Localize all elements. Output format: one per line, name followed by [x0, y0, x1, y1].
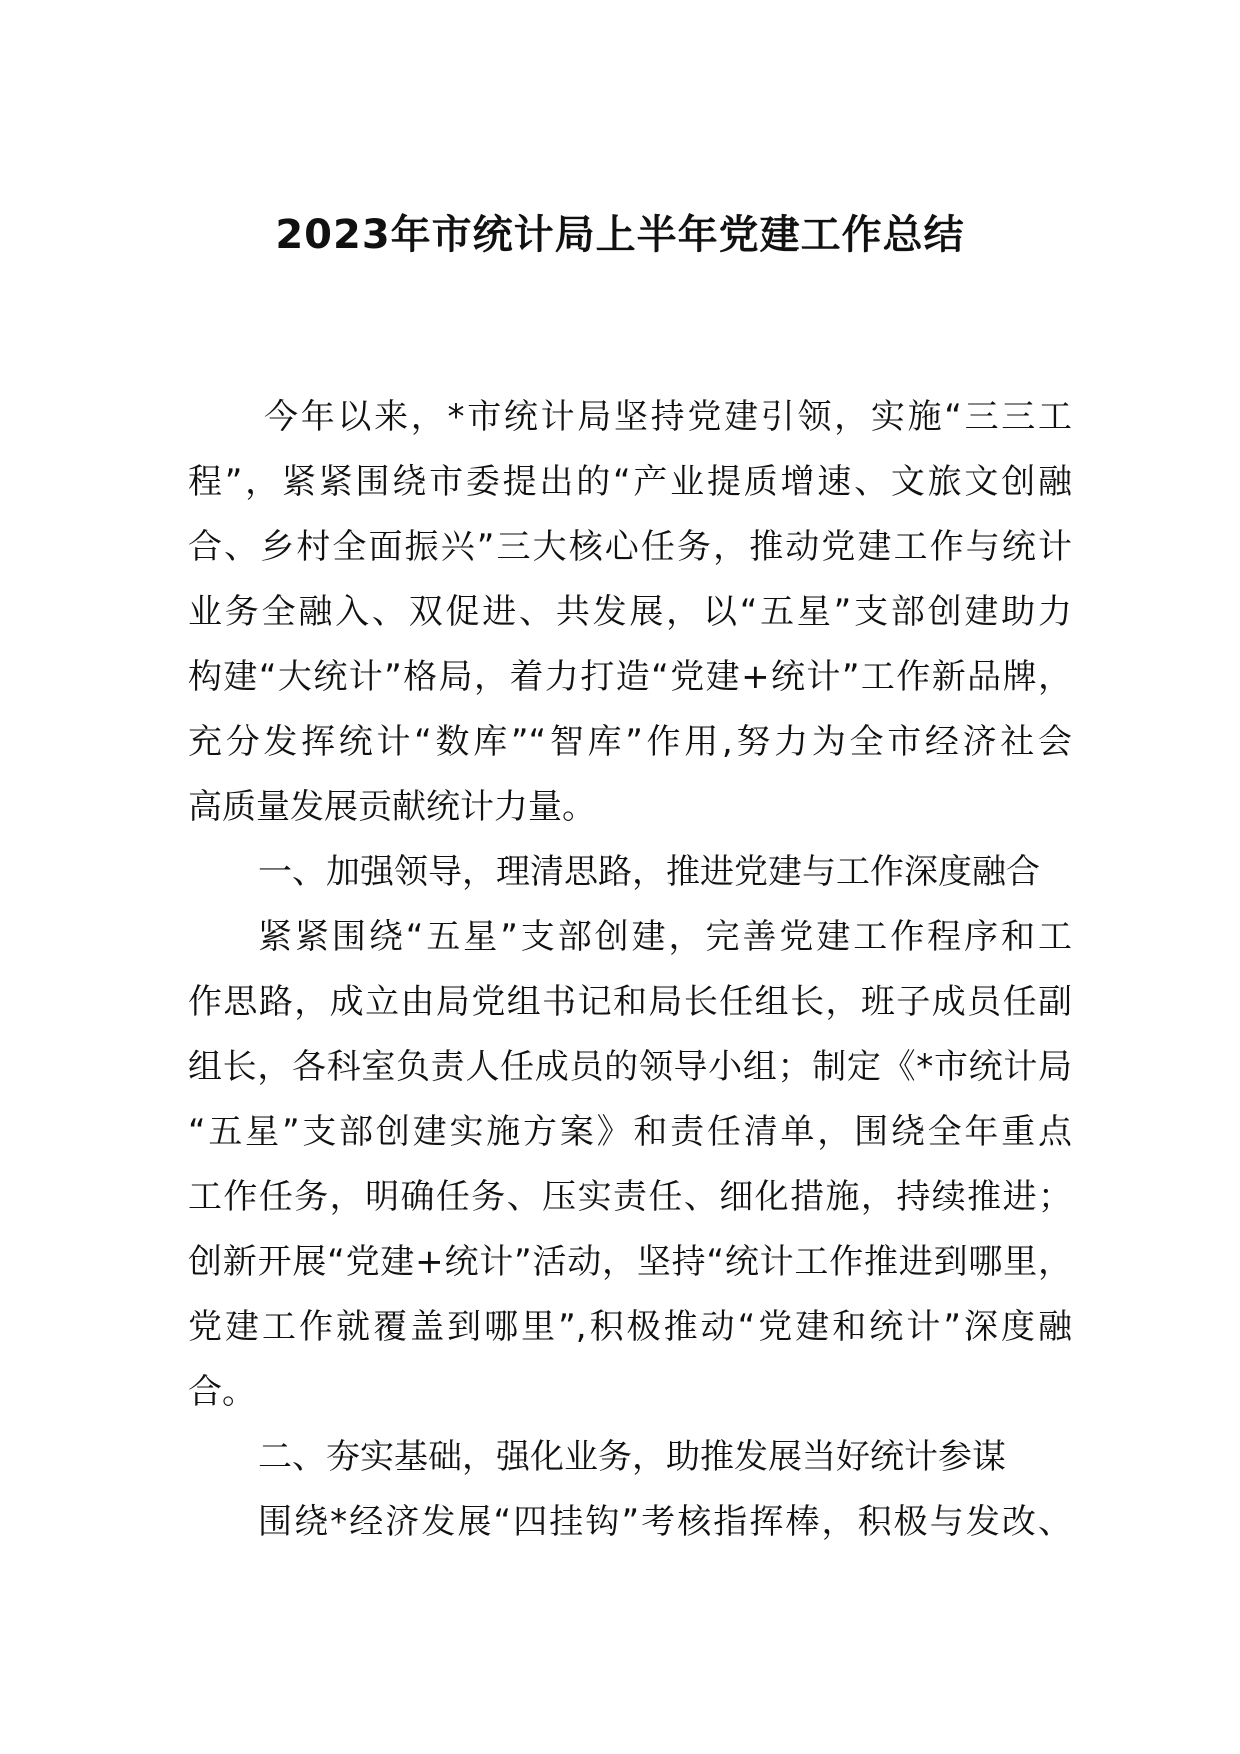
paragraph-1-line-3: 合、乡村全面振兴”三大核心任务，推动党建工作与统计	[188, 527, 1072, 567]
paragraph-3-line-1: 围绕*经济发展“四挂钩”考核指挥棒，积极与发改、	[258, 1502, 1072, 1542]
section-heading-2: 二、夯实基础，强化业务，助推发展当好统计参谋	[258, 1437, 1006, 1477]
paragraph-2-line-7: 党建工作就覆盖到哪里”,积极推动“党建和统计”深度融	[188, 1307, 1072, 1347]
paragraph-2-line-1: 紧紧围绕“五星”支部创建，完善党建工作程序和工	[258, 917, 1072, 957]
paragraph-1-line-1: 今年以来，*市统计局坚持党建引领，实施“三三工	[264, 397, 1072, 437]
paragraph-1-line-5: 构建“大统计”格局，着力打造“党建+统计”工作新品牌，	[188, 657, 1072, 697]
paragraph-1-line-4: 业务全融入、双促进、共发展，以“五星”支部创建助力	[188, 592, 1072, 632]
document-title: 2023年市统计局上半年党建工作总结	[275, 212, 965, 258]
paragraph-1-line-2: 程”，紧紧围绕市委提出的“产业提质增速、文旅文创融	[188, 462, 1072, 502]
paragraph-1-line-6: 充分发挥统计“数库”“智库”作用,努力为全市经济社会	[188, 722, 1072, 762]
paragraph-2-line-5: 工作任务，明确任务、压实责任、细化措施，持续推进；	[188, 1177, 1072, 1217]
paragraph-2-line-2: 作思路，成立由局党组书记和局长任组长，班子成员任副	[188, 982, 1072, 1022]
paragraph-1-line-7: 高质量发展贡献统计力量。	[188, 787, 596, 827]
paragraph-2-line-8: 合。	[188, 1372, 256, 1412]
paragraph-2-line-6: 创新开展“党建+统计”活动，坚持“统计工作推进到哪里，	[188, 1242, 1072, 1282]
document-body	[188, 385, 1072, 1555]
paragraph-2-line-3: 组长，各科室负责人任成员的领导小组；制定《*市统计局	[188, 1047, 1072, 1087]
paragraph-2-line-4: “五星”支部创建实施方案》和责任清单，围绕全年重点	[188, 1112, 1072, 1152]
section-heading-1: 一、加强领导，理清思路，推进党建与工作深度融合	[258, 852, 1040, 892]
